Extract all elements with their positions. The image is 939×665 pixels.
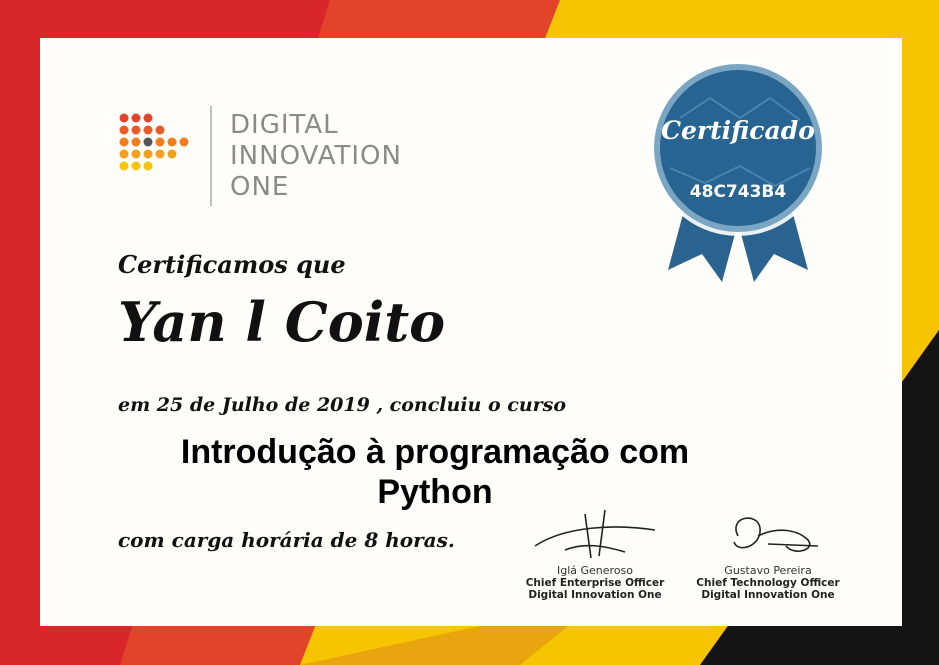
certificate-code: 48C743B4 <box>689 182 787 202</box>
signer-2-role: Chief Technology Officer <box>696 577 840 589</box>
logo-line-one: ONE <box>230 172 290 202</box>
logo-line-innovation: INNOVATION <box>230 141 402 171</box>
course-title <box>115 432 755 512</box>
signature-block-1 <box>510 506 680 601</box>
signature-block-2 <box>683 506 853 601</box>
signer-2-name: Gustavo Pereira <box>724 564 812 577</box>
signer-1-org: Digital Innovation One <box>528 589 662 601</box>
course-hours: com carga horária de 8 horas. <box>118 528 455 552</box>
signature-2-icon <box>698 506 838 564</box>
logo-line-digital: DIGITAL <box>230 110 339 140</box>
course-title-line1: Introdução à programação com <box>180 433 690 471</box>
badge-title: Certificado <box>661 116 815 145</box>
recipient-name: Yan l Coito <box>118 290 446 354</box>
certificate-badge <box>650 58 826 288</box>
signer-1-name: Iglá Generoso <box>556 564 634 577</box>
dio-logo <box>78 70 402 202</box>
signature-1-icon <box>525 506 665 564</box>
completion-date-line: em 25 de Julho de 2019 , concluiu o curso <box>118 394 567 416</box>
certify-intro: Certificamos que <box>118 250 346 279</box>
dio-logo-mark-icon <box>118 112 198 202</box>
logo-divider <box>210 106 212 206</box>
course-title-line2: Python <box>377 473 493 511</box>
signer-2-org: Digital Innovation One <box>701 589 835 601</box>
rosette-icon <box>650 58 826 288</box>
signer-1-role: Chief Enterprise Officer <box>525 577 665 589</box>
logo-wordmark <box>230 110 402 203</box>
